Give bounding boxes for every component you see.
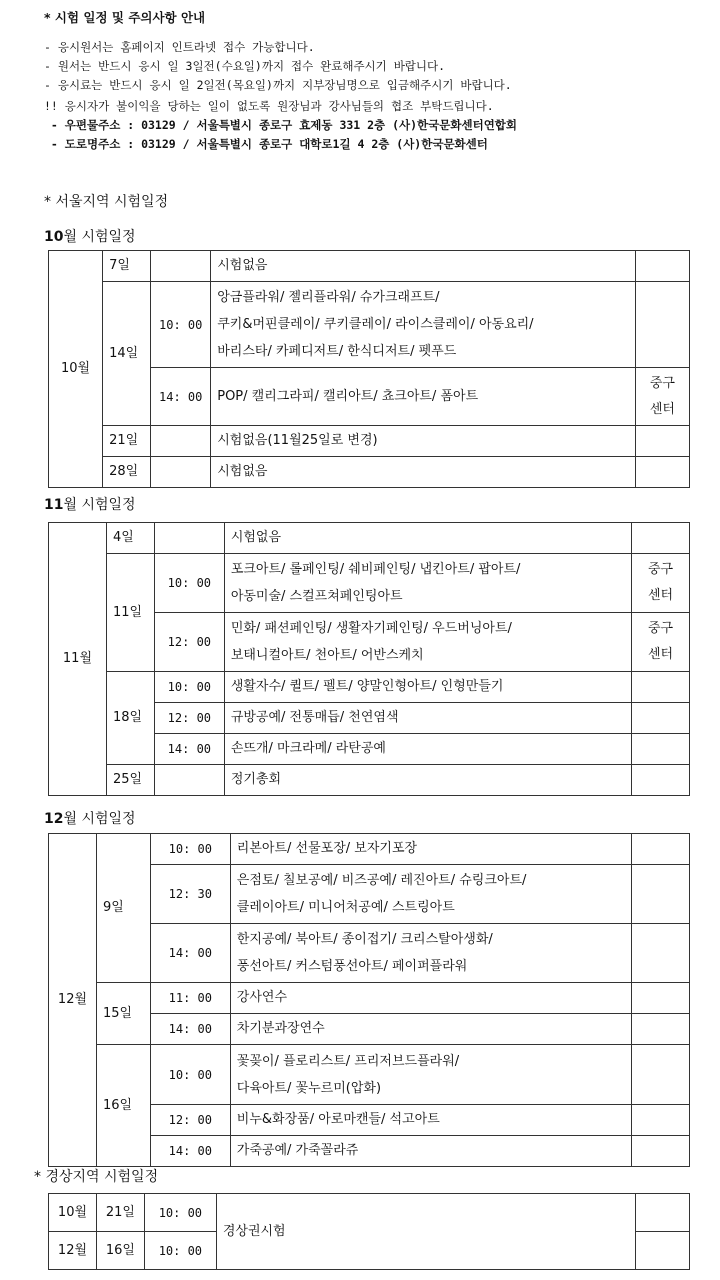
subject-cell: 정기총회 [224,765,631,796]
subject-cell: 시험없음 [224,523,631,554]
time-cell: 11: 00 [150,983,230,1014]
subject-cell: 차기분과장연수 [230,1014,631,1045]
time-cell: 14: 00 [150,1136,230,1167]
day-cell: 7일 [103,251,151,282]
notice-line: !! 응시자가 불이익을 당하는 일이 없도록 원장님과 강사님들의 협조 부탁드립니다. [44,99,494,113]
time-cell: 10: 00 [144,1194,216,1232]
subject-cell: 앙금플라워/ 젤리플라워/ 슈가크래프트/ 쿠키&머핀클레이/ 쿠키클레이/ 라이스클레이/ 아동요리/ 바리스타/ 카페디저트/ 한식디저트/ 펫푸드 [211,282,636,368]
time-cell: 12: 00 [154,703,224,734]
time-cell: 10: 00 [150,1045,230,1105]
day-cell: 28일 [103,457,151,488]
time-cell: 14: 00 [154,734,224,765]
day-cell: 21일 [96,1194,144,1232]
notice-block [44,8,704,154]
day-cell: 18일 [106,672,154,765]
month-cell: 12월 [49,834,97,1167]
time-cell: 10: 00 [150,834,230,865]
gyeongsang-schedule-table [48,1193,690,1270]
subject-cell: 경상권시험 [216,1194,635,1270]
subject-cell: 손뜨개/ 마크라메/ 라탄공예 [224,734,631,765]
month-cell: 12월 [49,1232,97,1270]
subject-cell: 규방공예/ 전통매듭/ 천연염색 [224,703,631,734]
nov-title: 11월 시험일정 [44,497,136,513]
subject-cell: 시험없음 [211,251,636,282]
day-cell: 14일 [103,282,151,426]
time-cell: 12: 30 [150,865,230,924]
time-cell: 10: 00 [151,282,211,368]
subject-cell: 비누&화장품/ 아로마캔들/ 석고아트 [230,1105,631,1136]
subject-cell: 시험없음(11월25일로 변경) [211,426,636,457]
day-cell: 25일 [106,765,154,796]
day-cell: 9일 [96,834,150,983]
month-cell: 10월 [49,251,103,488]
subject-cell: 은점토/ 칠보공예/ 비즈공예/ 레진아트/ 슈링크아트/ 클레이아트/ 미니어처공예/ 스트링아트 [230,865,631,924]
subject-cell: 생활자수/ 퀼트/ 펠트/ 양말인형아트/ 인형만들기 [224,672,631,703]
location-cell: 중구 센터 [635,368,689,426]
subject-cell: 민화/ 패션페인팅/ 생활자기페인팅/ 우드버닝아트/ 보태니컬아트/ 천아트/ 어반스케치 [224,613,631,672]
day-cell: 4일 [106,523,154,554]
subject-cell: 리본아트/ 선물포장/ 보자기포장 [230,834,631,865]
notice-line: - 원서는 반드시 응시 일 3일전(수요일)까지 접수 완료해주시기 바랍니다. [44,59,446,73]
oct-title: 10월 시험일정 [44,229,136,245]
subject-cell: 가죽공예/ 가죽꼴라쥬 [230,1136,631,1167]
gyeongsang-section-title: * 경상지역 시험일정 [34,1169,159,1185]
location-cell: 중구 센터 [632,554,690,613]
day-cell: 16일 [96,1232,144,1270]
time-cell: 10: 00 [154,672,224,703]
notice-line: - 응시료는 반드시 응시 일 2일전(목요일)까지 지부장님명으로 입금해주시기 바랍니다. [44,78,512,92]
day-cell: 21일 [103,426,151,457]
subject-cell: 꽃꽂이/ 플로리스트/ 프리저브드플라워/ 다육아트/ 꽃누르미(압화) [230,1045,631,1105]
notice-line: - 응시원서는 홈페이지 인트라넷 접수 가능합니다. [44,40,315,54]
day-cell: 11일 [106,554,154,672]
oct-schedule-table [48,250,690,488]
time-cell: 14: 00 [151,368,211,426]
road-address: - 도로명주소 : 03129 / 서울특별시 종로구 대학로1길 4 2층 (사)한국문화센터 [44,137,488,151]
postal-address: - 우편물주소 : 03129 / 서울특별시 종로구 효제동 331 2층 (사)한국문화센터연합회 [44,118,518,132]
time-cell: 10: 00 [144,1232,216,1270]
day-cell: 15일 [96,983,150,1045]
time-cell: 10: 00 [154,554,224,613]
month-cell: 10월 [49,1194,97,1232]
subject-cell: POP/ 캘리그라피/ 캘리아트/ 쵸크아트/ 폼아트 [211,368,636,426]
time-cell: 14: 00 [150,1014,230,1045]
month-cell: 11월 [49,523,107,796]
seoul-section-title: * 서울지역 시험일정 [44,194,169,210]
dec-title: 12월 시험일정 [44,811,136,827]
nov-schedule-table [48,522,690,796]
subject-cell: 포크아트/ 롤페인팅/ 쉐비페인팅/ 냅킨아트/ 팝아트/ 아동미술/ 스컬프쳐페인팅아트 [224,554,631,613]
notice-title: * 시험 일정 및 주의사항 안내 [44,10,206,25]
location-cell: 중구 센터 [632,613,690,672]
time-cell: 12: 00 [150,1105,230,1136]
subject-cell: 시험없음 [211,457,636,488]
subject-cell: 한지공예/ 북아트/ 종이접기/ 크리스탈아생화/ 풍선아트/ 커스텀풍선아트/ 페이퍼플라워 [230,924,631,983]
day-cell: 16일 [96,1045,150,1167]
time-cell: 12: 00 [154,613,224,672]
time-cell: 14: 00 [150,924,230,983]
dec-schedule-table [48,833,690,1167]
subject-cell: 강사연수 [230,983,631,1014]
